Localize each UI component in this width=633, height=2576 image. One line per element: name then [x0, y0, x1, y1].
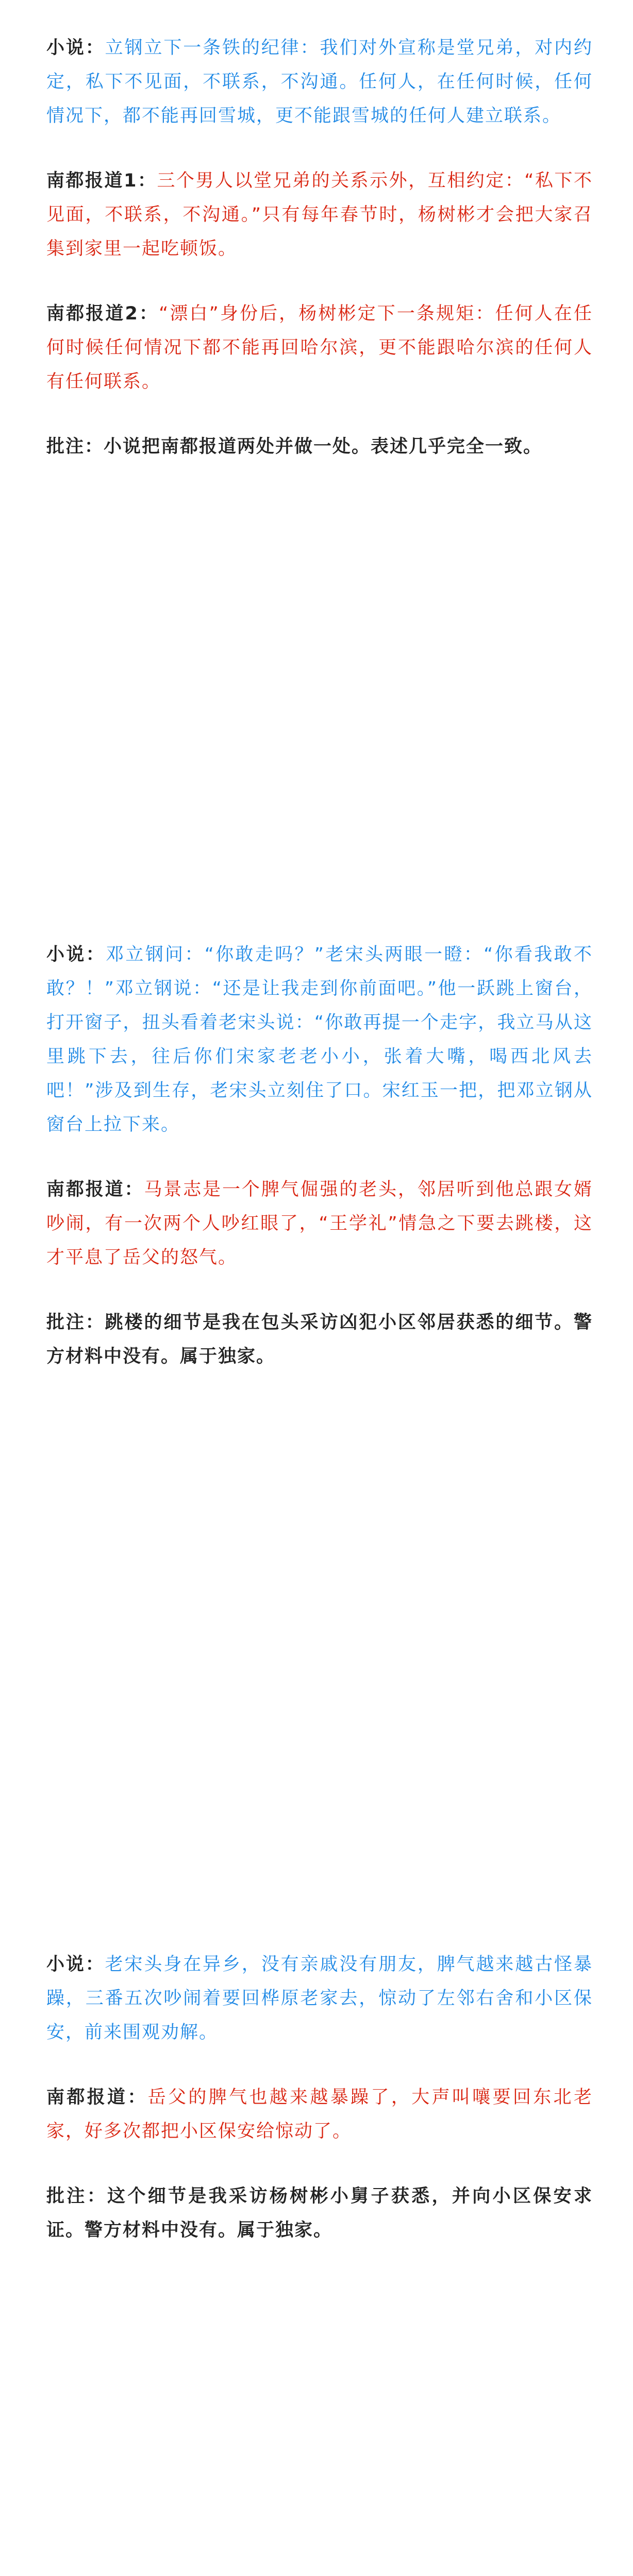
- novel-excerpt: [46, 1947, 593, 2049]
- report-text: 马景志是一个脾气倔强的老头，邻居听到他总跟女婿吵闹，有一次两个人吵红眼了，“王学礼”情急之下要去跳楼，这才平息了岳父的怒气。: [46, 1179, 593, 1268]
- report-label: 南都报道：: [46, 1179, 144, 1200]
- annotation: [46, 430, 593, 464]
- annotation-label: 批注：: [46, 1312, 105, 1333]
- annotation: [46, 1306, 593, 1374]
- comparison-block-3: [46, 1947, 593, 2278]
- report-excerpt: [46, 1173, 593, 1275]
- annotation: [46, 2179, 593, 2247]
- annotation-text: 跳楼的细节是我在包头采访凶犯小区邻居获悉的细节。警方材料中没有。属于独家。: [46, 1312, 593, 1367]
- comparison-block-1: [46, 31, 593, 495]
- report-label: 南都报道2：: [46, 303, 159, 324]
- novel-excerpt: [46, 31, 593, 133]
- novel-label: 小说：: [46, 38, 105, 58]
- annotation-label: 批注：: [46, 436, 104, 457]
- novel-text: 老宋头身在异乡，没有亲戚没有朋友，脾气越来越古怪暴躁，三番五次吵闹着要回桦原老家去，惊动了左邻右舍和小区保安，前来围观劝解。: [46, 1954, 593, 2043]
- report-label: 南都报道1：: [46, 171, 157, 191]
- novel-text: 邓立钢问：“你敢走吗？”老宋头两眼一瞪：“你看我敢不敢？！”邓立钢说：“还是让我走到你前面吧。”他一跃跳上窗台，打开窗子，扭头看着老宋头说：“你敢再提一个走字，我立马从这里跳下去，往后你们宋家老老小小，张着大嘴，喝西北风去吧！”涉及到生存，老宋头立刻住了口。宋红玉一把，把邓立钢从窗台上拉下来。: [46, 944, 593, 1135]
- comparison-block-2: [46, 938, 593, 1404]
- report-excerpt: [46, 2080, 593, 2148]
- novel-label: 小说：: [46, 944, 106, 965]
- novel-text: 立钢立下一条铁的纪律：我们对外宣称是堂兄弟，对内约定，私下不见面，不联系，不沟通。任何人，在任何时候，任何情况下，都不能再回雪城，更不能跟雪城的任何人建立联系。: [46, 38, 593, 126]
- annotation-text: 小说把南都报道两处并做一处。表述几乎完全一致。: [104, 436, 543, 457]
- annotation-label: 批注：: [46, 2186, 108, 2207]
- report-text: 岳父的脾气也越来越暴躁了，大声叫嚷要回东北老家，好多次都把小区保安给惊动了。: [46, 2087, 593, 2142]
- novel-excerpt: [46, 938, 593, 1142]
- report-excerpt: [46, 164, 593, 266]
- annotation-text: 这个细节是我采访杨树彬小舅子获悉，并向小区保安求证。警方材料中没有。属于独家。: [46, 2186, 593, 2241]
- report-excerpt: [46, 297, 593, 399]
- report-text: “漂白”身份后，杨树彬定下一条规矩：任何人在任何时候任何情况下都不能再回哈尔滨，更不能跟哈尔滨的任何人有任何联系。: [46, 303, 593, 392]
- novel-label: 小说：: [46, 1954, 105, 1975]
- report-label: 南都报道：: [46, 2087, 148, 2108]
- report-text: 三个男人以堂兄弟的关系示外，互相约定：“私下不见面，不联系，不沟通。”只有每年春节时，杨树彬才会把大家召集到家里一起吃顿饭。: [46, 171, 593, 259]
